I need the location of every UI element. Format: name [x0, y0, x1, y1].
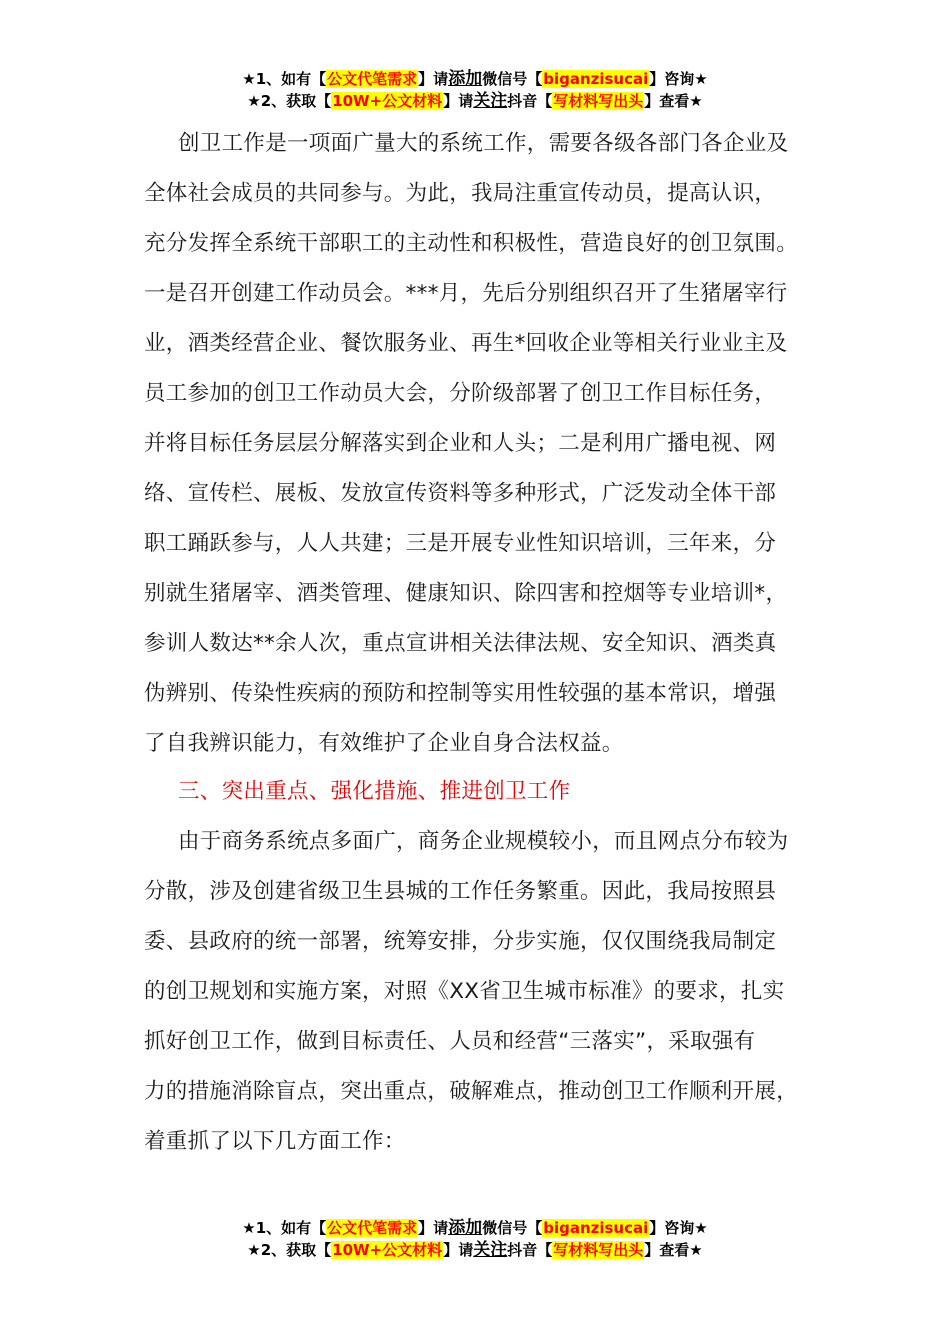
paragraph-line: 由于商务系统点多面广，商务企业规模较小，而且网点分布较为 — [178, 829, 789, 854]
banner-text: ★1、如有【 — [242, 70, 327, 88]
banner-line-2 — [0, 1239, 950, 1261]
paragraph-line: 充分发挥全系统干部职工的主动性和积极性，营造良好的创卫氛围。 — [144, 231, 799, 256]
bottom-banner — [0, 1217, 950, 1261]
banner-line-2 — [0, 90, 950, 112]
paragraph-line: 着重抓了以下几方面工作： — [144, 1129, 406, 1154]
paragraph-line: 员工参加的创卫工作动员大会，分阶级部署了创卫工作目标任务， — [144, 381, 777, 406]
paragraph-line: 络、宣传栏、展板、发放宣传资料等多种形式，广泛发动全体干部 — [144, 481, 777, 506]
paragraph-line: 分散，涉及创建省级卫生县城的工作任务繁重。因此，我局按照县 — [144, 879, 777, 904]
paragraph-line: 全体社会成员的共同参与。为此，我局注重宣传动员，提高认识， — [144, 181, 777, 206]
paragraph-line: 一是召开创建工作动员会。***月，先后分别组织召开了生猪屠宰行 — [144, 281, 788, 306]
section-heading: 三、突出重点、强化措施、推进创卫工作 — [178, 779, 571, 804]
banner-text: 】请 — [418, 70, 449, 88]
banner-highlight: biganzisucai — [543, 70, 649, 88]
banner-highlight: 写材料写出头 — [553, 1241, 644, 1259]
banner-text: ★2、获取【 — [247, 1241, 332, 1259]
banner-emphasis: 添加 — [448, 1218, 483, 1238]
paragraph-line: 并将目标任务层层分解落实到企业和人头；二是利用广播电视、网 — [144, 431, 777, 456]
paragraph-line: 委、县政府的统一部署，统筹安排，分步实施，仅仅围绕我局制定 — [144, 929, 777, 954]
banner-text: 抖音【 — [507, 92, 553, 110]
banner-text: 】请 — [443, 1241, 474, 1259]
banner-text: 】查看★ — [644, 1241, 703, 1259]
banner-text: ★2、获取【 — [247, 92, 332, 110]
banner-text: 】咨询★ — [649, 70, 708, 88]
banner-highlight: 写材料写出头 — [553, 92, 644, 110]
banner-highlight: 公文代笔需求 — [327, 70, 418, 88]
paragraph-line: 伪辨别、传染性疾病的预防和控制等实用性较强的基本常识，增强 — [144, 681, 777, 706]
paragraph-line: 了自我辨识能力，有效维护了企业自身合法权益。 — [144, 731, 624, 756]
banner-highlight: 10W+公文材料 — [332, 1241, 443, 1259]
banner-text: 】咨询★ — [649, 1219, 708, 1237]
banner-highlight: 10W+公文材料 — [332, 92, 443, 110]
banner-highlight: biganzisucai — [543, 1219, 649, 1237]
paragraph-line: 别就生猪屠宰、酒类管理、健康知识、除四害和控烟等专业培训*， — [144, 581, 788, 606]
paragraph-line: 抓好创卫工作，做到目标责任、人员和经营“三落实”，采取强有 — [144, 1029, 756, 1054]
paragraph-line: 创卫工作是一项面广量大的系统工作，需要各级各部门各企业及 — [178, 131, 789, 156]
banner-text: 抖音【 — [507, 1241, 553, 1259]
paragraph-line: 参训人数达**余人次，重点宣讲相关法律法规、安全知识、酒类真 — [144, 631, 777, 656]
banner-text: 】查看★ — [644, 92, 703, 110]
banner-emphasis: 添加 — [448, 69, 483, 89]
banner-emphasis: 关注 — [473, 91, 508, 111]
paragraph-line: 力的措施消除盲点，突出重点，破解难点，推动创卫工作顺利开展， — [144, 1079, 799, 1104]
banner-line-1 — [0, 1217, 950, 1239]
paragraph-line: 职工踊跃参与，人人共建；三是开展专业性知识培训，三年来，分 — [144, 531, 777, 556]
banner-line-1 — [0, 68, 950, 90]
paragraph-line: 业，酒类经营企业、餐饮服务业、再生*回收企业等相关行业业主及 — [144, 331, 788, 356]
banner-text: 】请 — [443, 92, 474, 110]
paragraph-line: 的创卫规划和实施方案，对照《XX省卫生城市标准》的要求，扎实 — [144, 979, 785, 1004]
banner-text: 微信号【 — [482, 70, 543, 88]
banner-emphasis: 关注 — [473, 1240, 508, 1260]
banner-highlight: 公文代笔需求 — [327, 1219, 418, 1237]
top-banner — [0, 68, 950, 112]
banner-text: ★1、如有【 — [242, 1219, 327, 1237]
banner-text: 微信号【 — [482, 1219, 543, 1237]
banner-text: 】请 — [418, 1219, 449, 1237]
